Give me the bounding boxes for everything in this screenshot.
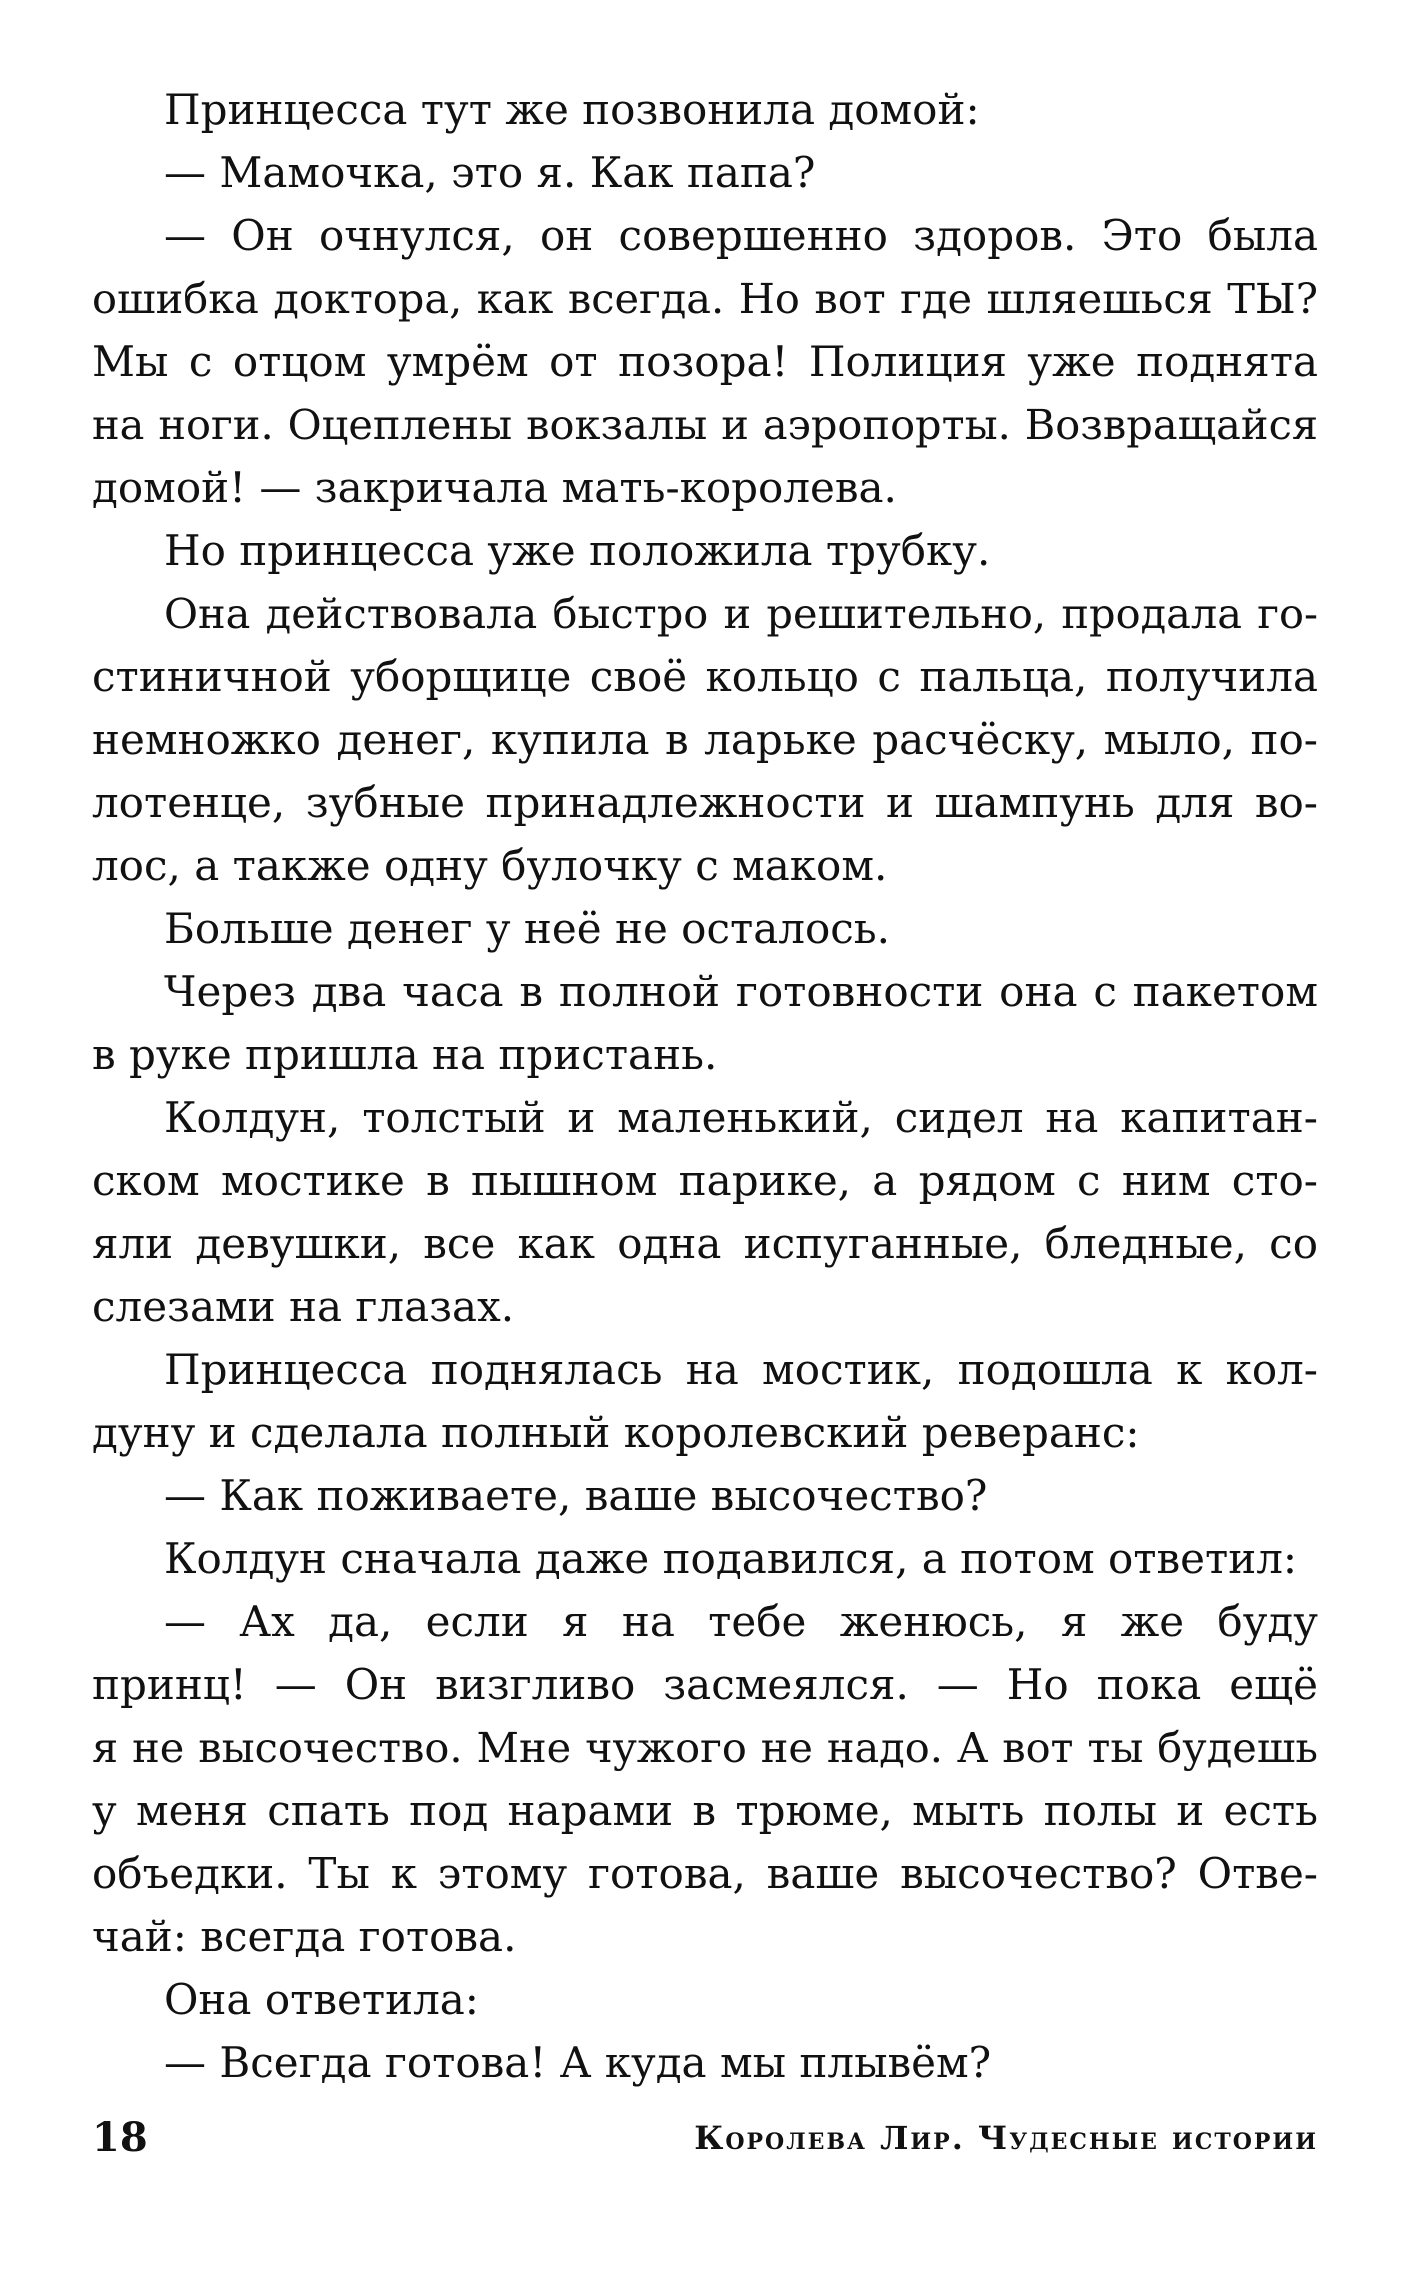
text-line: дуну и сделала полный королевский реверанс: [92,1408,1140,1457]
page-footer [92,2108,1318,2168]
text-line: чай: всегда готова. [92,1912,517,1961]
text-line: на ноги. Оцеплены вокзалы и аэропорты. Возвращайся [92,400,1318,449]
text-line: я не высочество. Мне чужого не надо. А вот ты будешь [92,1723,1318,1772]
text-line: в руке пришла на пристань. [92,1030,718,1079]
page-number: 18 [92,2114,148,2161]
text-line: лотенце, зубные принадлежности и шампунь для во- [92,778,1318,827]
text-line: Колдун, толстый и маленький, сидел на капитан- [164,1093,1318,1142]
text-line: объедки. Ты к этому готова, ваше высочество? Отве- [92,1849,1318,1898]
text-line: — Всегда готова! А куда мы плывём? [164,2038,992,2087]
text-line: Колдун сначала даже подавился, а потом ответил: [164,1534,1298,1583]
text-line: яли девушки, все как одна испуганные, бледные, со [92,1219,1318,1268]
text-line: ском мостике в пышном парике, а рядом с ним сто- [92,1156,1318,1205]
body-text [92,78,1318,2094]
text-line: Мы с отцом умрём от позора! Полиция уже поднята [92,337,1318,386]
text-line: слезами на глазах. [92,1282,515,1331]
text-line: немножко денег, купила в ларьке расчёску, мыло, по- [92,715,1318,764]
text-line: — Мамочка, это я. Как папа? [164,148,816,197]
text-line: стиничной уборщице своё кольцо с пальца, получила [92,652,1318,701]
text-line: Больше денег у неё не осталось. [164,904,890,953]
text-line: — Ах да, если я на тебе женюсь, я же буду [164,1597,1318,1646]
text-line: ошибка доктора, как всегда. Но вот где шляешься ТЫ? [92,274,1318,323]
text-line: Через два часа в полной готовности она с пакетом [164,967,1318,1016]
text-line: Но принцесса уже положила трубку. [164,526,991,575]
text-line: Принцесса тут же позвонила домой: [164,85,980,134]
text-line: — Как поживаете, ваше высочество? [164,1471,988,1520]
text-line: Она действовала быстро и решительно, продала го- [164,589,1318,638]
text-line: принц! — Он визгливо засмеялся. — Но пока ещё [92,1660,1318,1709]
text-line: — Он очнулся, он совершенно здоров. Это была [164,211,1318,260]
text-line: у меня спать под нарами в трюме, мыть полы и есть [92,1786,1318,1835]
text-line: лос, а также одну булочку с маком. [92,841,888,890]
text-line: Принцесса поднялась на мостик, подошла к кол- [164,1345,1318,1394]
text-line: домой! — закричала мать-королева. [92,463,897,512]
text-line: Она ответила: [164,1975,479,2024]
running-title: Королева Лир. Чудесные истории [694,2119,1318,2157]
